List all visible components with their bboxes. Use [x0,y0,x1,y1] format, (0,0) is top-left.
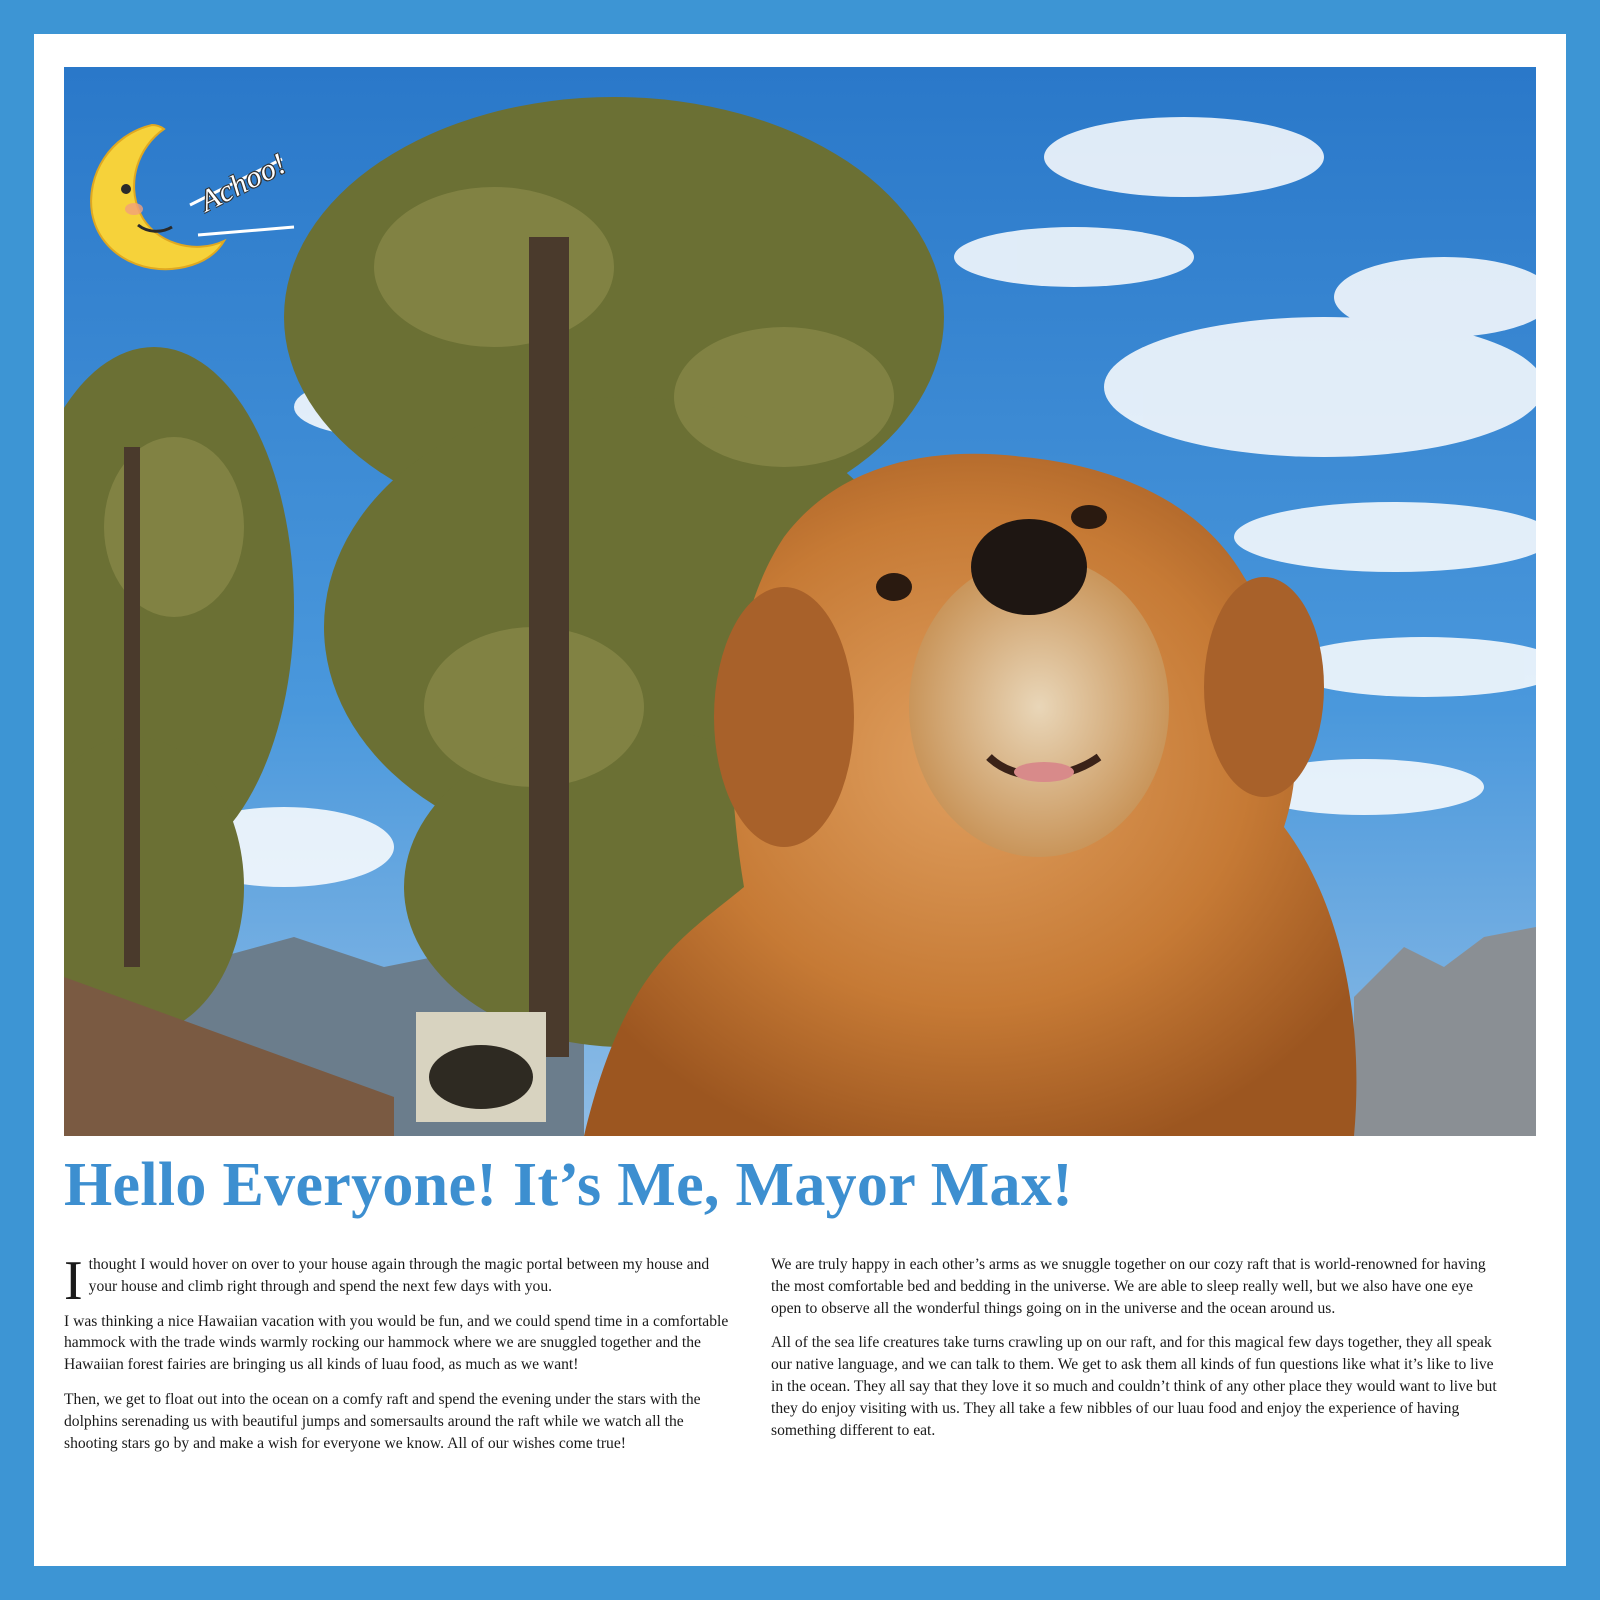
drop-cap: I [64,1250,83,1312]
achoo-badge [82,117,312,277]
achoo-text: Achoo! [194,146,293,219]
paragraph-5: All of the sea life creatures take turns crawling up on our raft, and for this magical few days together, they all speak our native language, and we can talk to them. We get to ask them all kinds of fun questions like what it’s like to live in the ocean. They all say that they love it so much and couldn’t think of any other place they would want to live but they do enjoy visiting with us. They all take a few nibbles of our luau food and enjoy the experience of having something different to eat. [771,1334,1497,1439]
article-right-column [771,1254,1506,1454]
paragraph-2: I was thinking a nice Hawaiian vacation with you would be fun, and we could spend time in a comfortable hammock with the trade winds warmly rocking our hammock where we are snuggled together and the Hawaiian forest fairies are bringing us all kinds of luau food, as much as we want! [64,1312,729,1374]
article-left-column [64,1250,741,1467]
crescent-moon-icon [82,117,312,277]
mayor-max-photo [64,67,1536,1136]
headline: Hello Everyone! It’s Me, Mayor Max! [64,1151,1074,1219]
paragraph-3: Then, we get to float out into the ocean on a comfy raft and spend the evening under the stars with the dolphins serenading us with beautiful jumps and somersaults around the raft while we watch all the shooting stars go by and make a wish for everyone we know. All of our wishes come true! [64,1390,701,1452]
paragraph-1 [64,1250,741,1312]
paragraph-4: We are truly happy in each other’s arms as we snuggle together on our cozy raft that is world-renowned for having the most comfortable bed and bedding in the universe. We are able to sleep really well, but we also have one eye open to observe all the wonderful things going on in the universe and the ocean around us. [771,1256,1486,1317]
paragraph-1-text: thought I would hover on over to your house again through the magic portal between my house and your house and climb right through and spend the next few days with you. [88,1256,710,1295]
newsletter-page [34,34,1566,1566]
